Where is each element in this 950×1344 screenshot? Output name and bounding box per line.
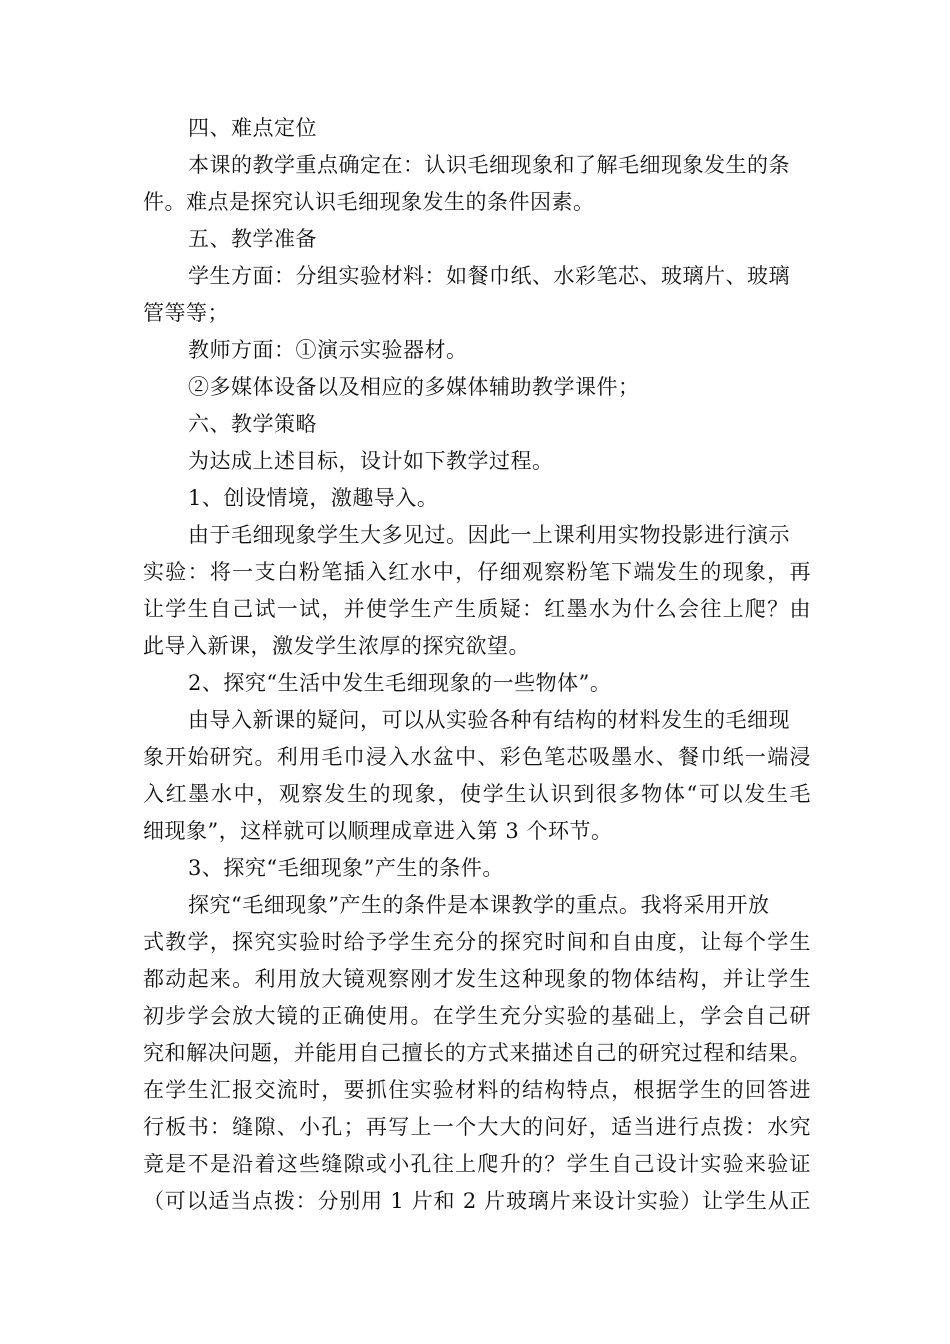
paragraph-line: 件。难点是探究认识毛细现象发生的条件因素。 [143,190,595,214]
paragraph-line: 在学生汇报交流时，要抓住实验材料的结构特点，根据学生的回答进 [143,1078,811,1102]
paragraph-line: 入红墨水中，观察发生的现象，使学生认识到很多物体“可以发生毛 [143,782,811,806]
paragraph-line: 初步学会放大镜的正确使用。在学生充分实验的基础上，学会自己研 [143,1004,811,1028]
section-heading-5: 五、教学准备 [188,227,317,251]
paragraph-line: 学生方面：分组实验材料：如餐巾纸、水彩笔芯、玻璃片、玻璃 [188,264,790,288]
paragraph-line: （可以适当点拨：分别用 1 片和 2 片玻璃片来设计实验）让学生从正 [143,1189,811,1213]
paragraph-line: 教师方面：①演示实验器材。 [188,338,468,362]
subheading-1: 1、创设情境，激趣导入。 [188,486,439,510]
paragraph-line: 本课的教学重点确定在：认识毛细现象和了解毛细现象发生的条 [188,153,790,177]
paragraph-line: 为达成上述目标，设计如下教学过程。 [188,449,554,473]
paragraph-line: 实验：将一支白粉笔插入红水中，仔细观察粉笔下端发生的现象，再 [143,560,811,584]
section-heading-4: 四、难点定位 [188,116,317,140]
paragraph-line: ②多媒体设备以及相应的多媒体辅助教学课件； [188,375,640,399]
paragraph-line: 探究“毛细现象”产生的条件是本课教学的重点。我将采用开放 [188,893,770,917]
paragraph-line: 此导入新课，激发学生浓厚的探究欲望。 [143,634,530,658]
paragraph-line: 象开始研究。利用毛巾浸入水盆中、彩色笔芯吸墨水、餐巾纸一端浸 [143,745,811,769]
paragraph-line: 由导入新课的疑问，可以从实验各种有结构的材料发生的毛细现 [188,708,790,732]
paragraph-line: 式教学，探究实验时给予学生充分的探究时间和自由度，让每个学生 [143,930,811,954]
subheading-3: 3、探究“毛细现象”产生的条件。 [188,856,504,880]
paragraph-line: 由于毛细现象学生大多见过。因此一上课利用实物投影进行演示 [188,523,790,547]
paragraph-line: 管等等； [143,301,229,325]
section-heading-6: 六、教学策略 [188,412,317,436]
paragraph-line: 细现象”，这样就可以顺理成章进入第 3 个环节。 [143,819,613,843]
paragraph-line: 都动起来。利用放大镜观察刚才发生这种现象的物体结构，并让学生 [143,967,811,991]
paragraph-line: 竟是不是沿着这些缝隙或小孔往上爬升的？学生自己设计实验来验证 [143,1152,811,1176]
paragraph-line: 行板书：缝隙、小孔；再写上一个大大的问好，适当进行点拨：水究 [143,1115,811,1139]
paragraph-line: 让学生自己试一试，并使学生产生质疑：红墨水为什么会往上爬？由 [143,597,811,621]
paragraph-line: 究和解决问题，并能用自己擅长的方式来描述自己的研究过程和结果。 [143,1041,811,1065]
subheading-2: 2、探究“生活中发生毛细现象的一些物体”。 [188,671,612,695]
